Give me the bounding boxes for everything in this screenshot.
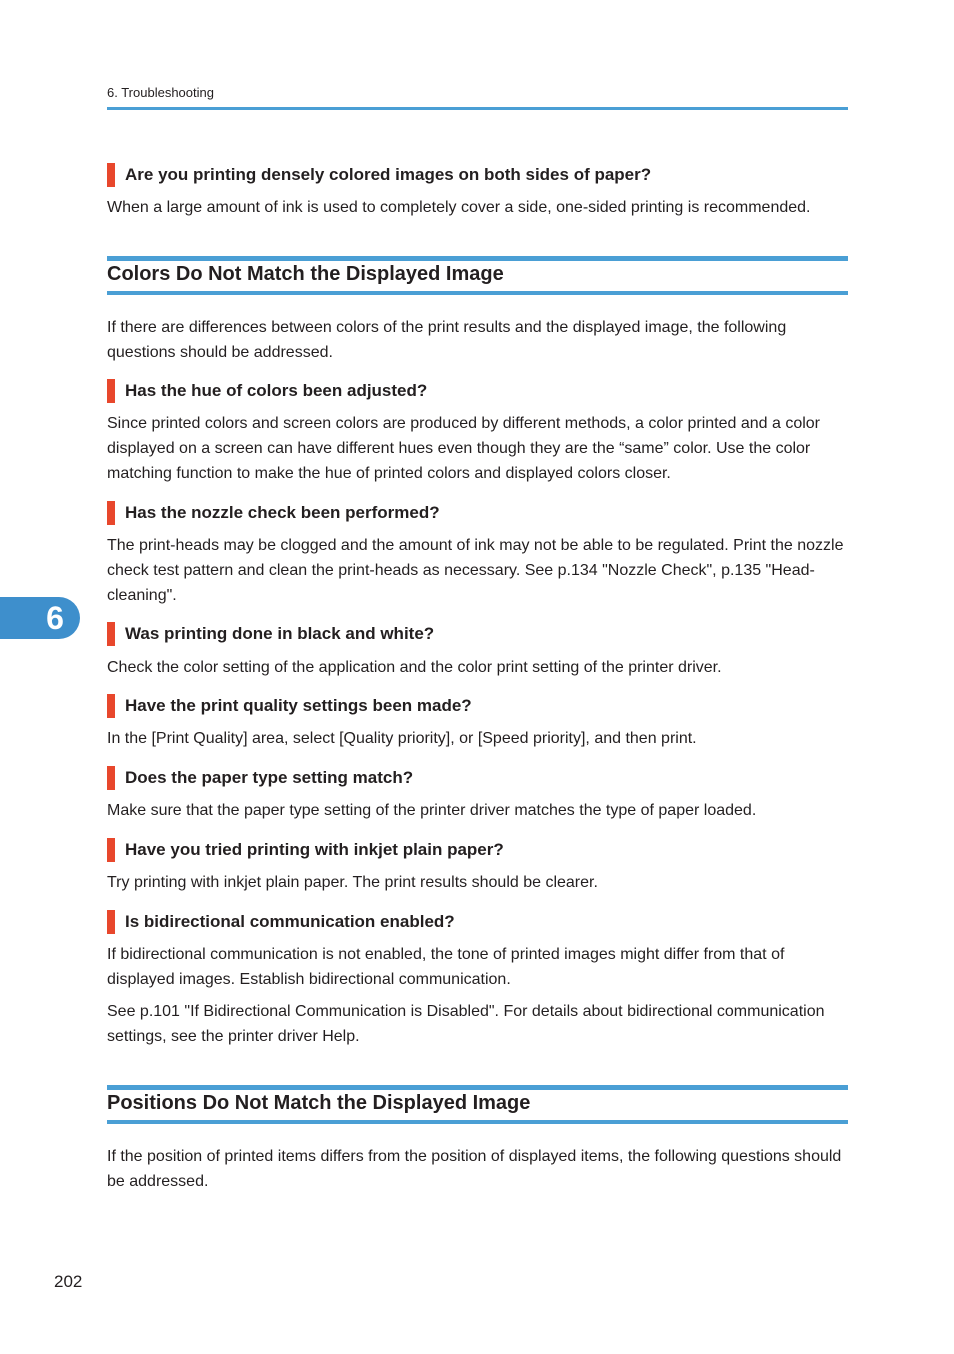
question-answer: The print-heads may be clogged and the amount of ink may not be able to be regulated. Print the nozzle check test pattern and clean the print-heads as necessary. See p.134 "Nozzle Check", p.135 "Head-cleaning". [107, 537, 844, 604]
question-marker [107, 838, 115, 862]
question-heading [107, 838, 504, 862]
question-answer: Since printed colors and screen colors are produced by different methods, a color printed and a color displayed on a screen can have different hues even though they are the “same” color. Use the color matching function to make the hue of printed colors and displayed colors closer. [107, 415, 820, 482]
question-title: Have you tried printing with inkjet plain paper? [125, 840, 504, 859]
header-rule [107, 107, 848, 110]
question-heading [107, 694, 472, 718]
question-title: Are you printing densely colored images on both sides of paper? [125, 165, 652, 184]
question-answer: Check the color setting of the application and the color print setting of the printer driver. [107, 659, 722, 676]
question-title: Has the hue of colors been adjusted? [125, 381, 428, 400]
section-title: Colors Do Not Match the Displayed Image [107, 263, 504, 285]
running-header: 6. Troubleshooting [107, 85, 214, 100]
question-title: Was printing done in black and white? [125, 624, 435, 643]
section-title: Positions Do Not Match the Displayed Image [107, 1092, 531, 1114]
section-rule-bottom [107, 291, 848, 295]
question-title: Has the nozzle check been performed? [125, 503, 440, 522]
page-number: 202 [54, 1272, 83, 1291]
question-marker [107, 694, 115, 718]
section-rule-bottom [107, 1120, 848, 1124]
question-marker [107, 501, 115, 525]
question-heading [107, 501, 440, 525]
question-heading [107, 379, 427, 403]
question-marker [107, 910, 115, 934]
question-marker [107, 379, 115, 403]
question-answer: When a large amount of ink is used to completely cover a side, one-sided printing is recommended. [107, 199, 811, 216]
question-title: Does the paper type setting match? [125, 768, 414, 787]
section-intro: If the position of printed items differs from the position of displayed items, the following questions should be addressed. [107, 1148, 842, 1190]
question-marker [107, 766, 115, 790]
question-answer: In the [Print Quality] area, select [Quality priority], or [Speed priority], and then print. [107, 730, 697, 747]
question-heading [107, 622, 434, 646]
question-title: Is bidirectional communication enabled? [125, 912, 455, 931]
question-title: Have the print quality settings been made? [125, 696, 472, 715]
question-answer: Try printing with inkjet plain paper. The print results should be clearer. [107, 874, 598, 891]
chapter-number: 6 [46, 600, 64, 636]
question-heading [107, 910, 455, 934]
question-heading [107, 163, 651, 187]
question-answer: Make sure that the paper type setting of the printer driver matches the type of paper loaded. [107, 802, 757, 819]
question-answer: If bidirectional communication is not enabled, the tone of printed images might differ from that of displayed images. Establish bidirectional communication. [107, 946, 785, 988]
question-answer-note: See p.101 "If Bidirectional Communication is Disabled". For details about bidirectional communication settings, see the printer driver Help. [107, 1003, 825, 1045]
question-heading [107, 766, 413, 790]
section-intro: If there are differences between colors of the print results and the displayed image, the following questions should be addressed. [107, 319, 787, 361]
question-marker [107, 163, 115, 187]
